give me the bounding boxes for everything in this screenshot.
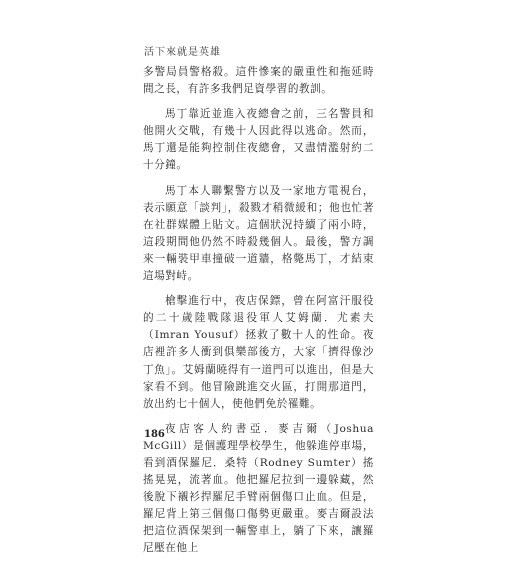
paragraph: 馬丁本人聯繫警方以及一家地方電視台，表示願意「談判」，殺戮才稍微緩和；他也忙著在社群媒體上貼文。這個狀況持續了兩小時，這段期間他仍然不時殺幾個人。最後，警方調來一輛裝甲車撞破一道牆，格斃馬丁，才結束這場對峙。: [143, 184, 374, 283]
paragraph: 馬丁靠近並進入夜總會之前，三名警員和他開火交戰，有幾十人因此得以逃命。然而，馬丁還是能夠控制住夜總會，又盡情濫射約二十分鐘。: [143, 108, 374, 172]
body-text: [143, 64, 374, 566]
paragraph: 夜店客人約書亞．麥吉爾（Joshua McGill）是個護理學校學生，他躲進停車場，看到酒保羅尼．桑特（Rodney Sumter）搖搖晃晃，流著血。他把羅尼拉到一邊躲藏，然後脫下襯衫捍羅尼手臂兩個傷口止血。但是，羅尼背上第三個傷口傷勢更嚴重。麥吉爾設法把這位酒保架到一輛警車上，躺了下來，讓羅尼壓在他上: [143, 422, 374, 555]
paragraph: 多警局員警格殺。這件慘案的嚴重性和拖延時間之長，有許多我們足資學習的教訓。: [143, 66, 374, 96]
paragraph: 槍擊進行中，夜店保鏢，曾在阿富汗服役的二十歲陸戰隊退役軍人艾姆蘭．尤素夫（Imran Yousuf）拯救了數十人的性命。夜店裡許多人衝到俱樂部後方，大家「擠得像沙丁魚」。艾姆蘭曉得有一道門可以進出，但是大家看不到。他冒險跳進交火區，打開那道門，放出約七十個人，使他們免於罹難。: [143, 295, 374, 410]
running-header: 活下來就是英雄: [144, 47, 221, 58]
page-number: 186: [144, 429, 165, 440]
